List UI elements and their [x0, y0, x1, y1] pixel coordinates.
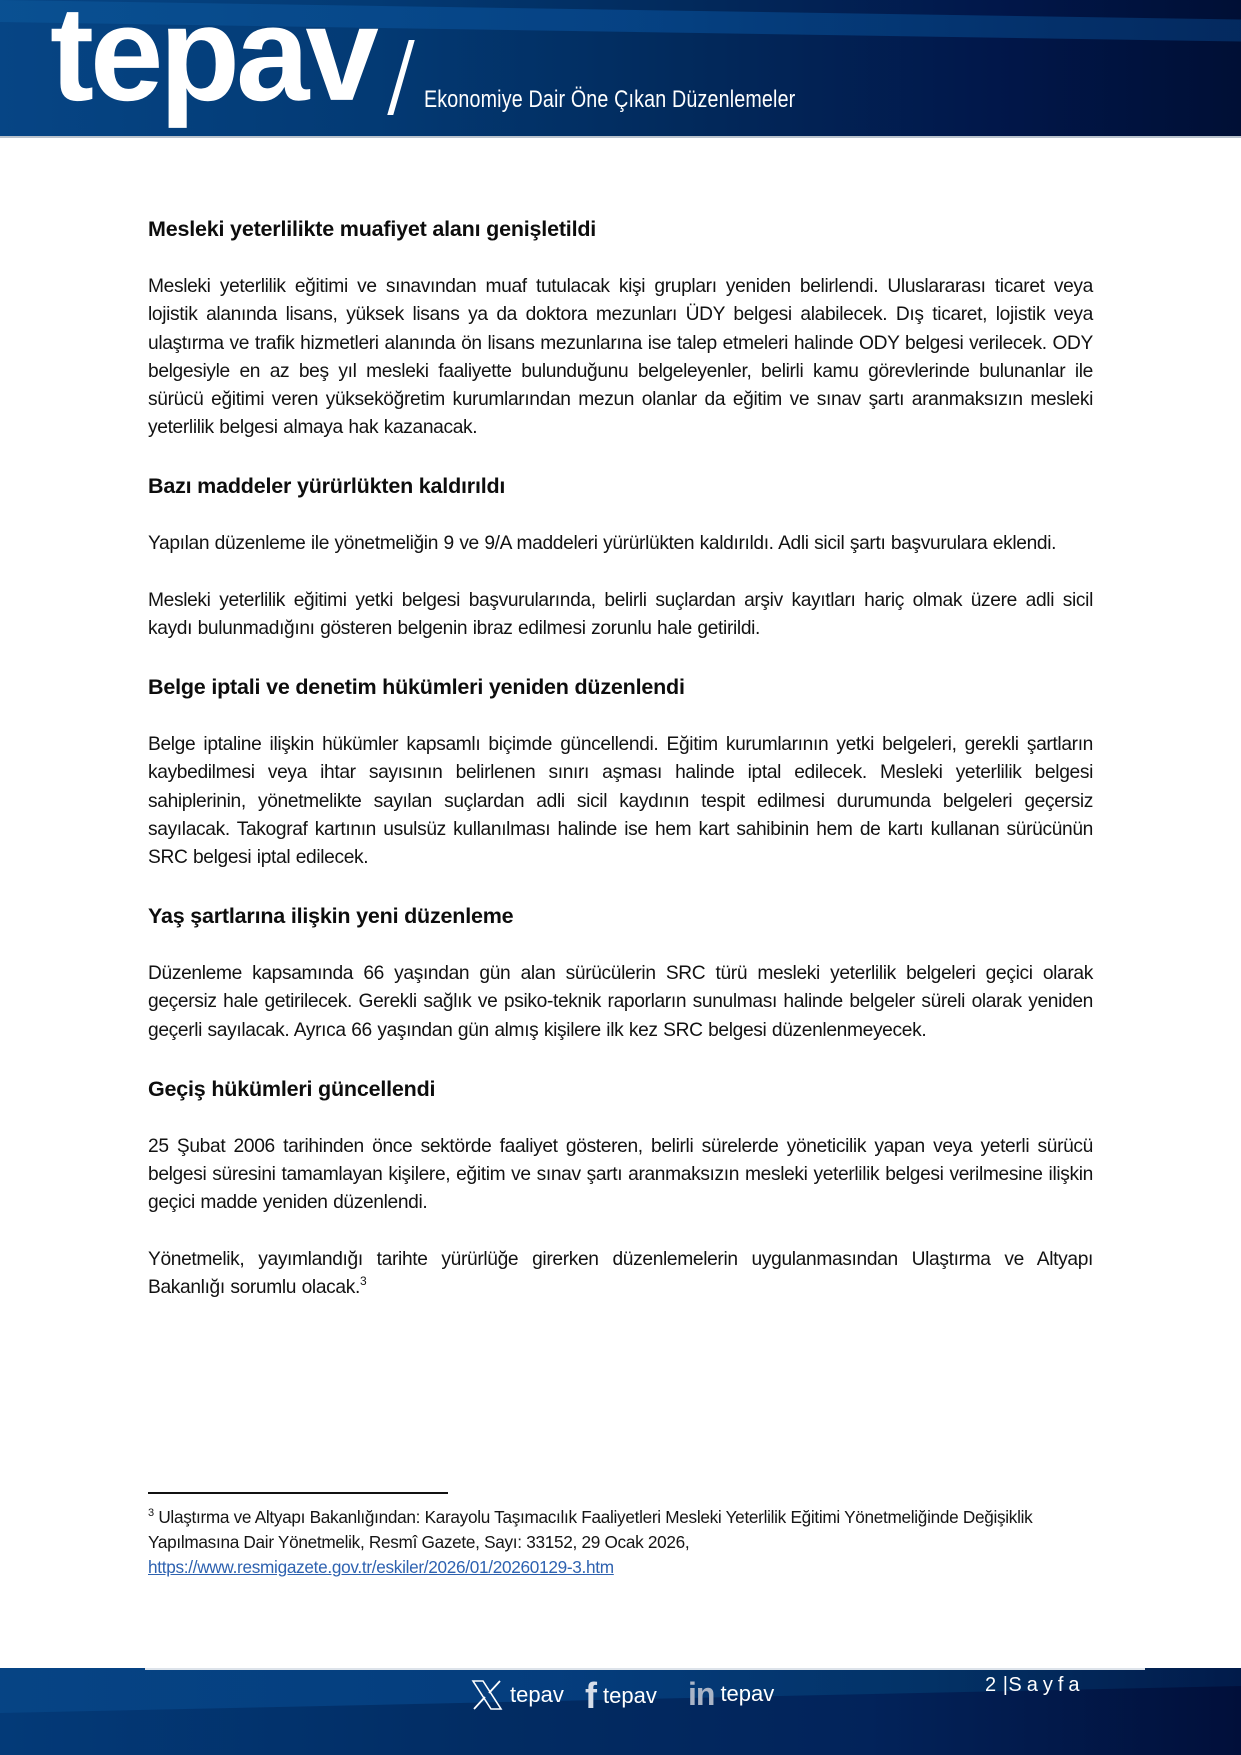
footnote-text: Ulaştırma ve Altyapı Bakanlığından: Karayolu Taşımacılık Faaliyetleri Mesleki Yeterlilik Eğitimi Yönetmeliğinde Değişiklik Yapılmasına Dair Yönetmelik, Resmî Gazete, Sayı: 33152, 29 Ocak 2026,	[148, 1507, 1033, 1552]
section-heading: Mesleki yeterlilikte muafiyet alanı genişletildi	[148, 217, 597, 241]
section-paragraph: 25 Şubat 2006 tarihinden önce sektörde faaliyet gösteren, belirli sürelerde yöneticilik yapan veya yeterli sürücü belgesi süresini tamamlayan kişilere, eğitim ve sınav şartı aranmaksızın mesleki yeterlilik belgesi verilmesine ilişkin geçici madde yeniden düzenlendi.	[148, 1135, 1093, 1214]
section-transition-provisions	[148, 1074, 1093, 1303]
social-x-link[interactable]	[470, 1678, 564, 1712]
linkedin-icon: in	[688, 1676, 715, 1712]
header-tagline: Ekonomiye Dair Öne Çıkan Düzenlemeler	[424, 86, 796, 113]
section-certificate-cancellation	[148, 672, 1093, 872]
page-number-value: 2	[985, 1674, 997, 1696]
section-repealed-articles	[148, 471, 1093, 643]
section-paragraph	[148, 1246, 1093, 1303]
section-heading: Bazı maddeler yürürlükten kaldırıldı	[148, 474, 506, 499]
footnote	[148, 1505, 1093, 1580]
social-label: tepav	[720, 1681, 775, 1706]
header-banner	[0, 0, 1241, 138]
section-heading: Yaş şartlarına ilişkin yeni düzenleme	[148, 904, 514, 929]
social-facebook-link[interactable]	[585, 1675, 657, 1716]
paragraph-text: Yönetmelik, yayımlandığı tarihte yürürlüğe girerken düzenlemelerin uygulanmasından Ulaştırma ve Altyapı Bakanlığı sorumlu olacak.	[148, 1248, 1093, 1299]
document-body	[148, 214, 1093, 1331]
social-linkedin-link[interactable]	[688, 1678, 774, 1710]
page-word: Sayfa	[1008, 1674, 1085, 1696]
section-paragraph: Düzenleme kapsamında 66 yaşından gün alan sürücülerin SRC türü mesleki yeterlilik belgeleri geçici olarak geçersiz hale getirilecek. Gerekli sağlık ve psiko-teknik raporların sunulması halinde belgeler süreli olarak yeniden geçerli sayılacak. Ayrıca 66 yaşından gün almış kişilere ilk kez SRC belgesi düzenlenmeyecek.	[148, 963, 1093, 1041]
logo-slash	[387, 40, 415, 115]
page-number	[985, 1674, 1085, 1697]
footer-divider	[145, 1668, 1145, 1670]
section-heading: Belge iptali ve denetim hükümleri yeniden düzenlendi	[148, 675, 685, 700]
section-age-requirements	[148, 901, 1093, 1045]
footnote-reference[interactable]: 3	[359, 1274, 367, 1289]
footnote-link[interactable]: https://www.resmigazete.gov.tr/eskiler/2026/01/20260129-3.htm	[148, 1557, 614, 1577]
section-paragraph: Belge iptaline ilişkin hükümler kapsamlı biçimde güncellendi. Eğitim kurumlarının yetki belgeleri, gerekli şartların kaybedilmesi veya ihtar sayısının belirlenen sınırı aşması halinde iptal edilecek. Mesleki yeterlilik belgesi sahiplerinin, yönetmelikte sayılan suçlardan adli sicil kaydının tespit edilmesi durumunda belgeleri geçersiz sayılacak. Takograf kartının usulsüz kullanılması halinde ise hem kart sahibinin hem de kartı kullanan sürücünün SRC belgesi iptal edilecek.	[148, 734, 1093, 869]
facebook-icon: f	[585, 1675, 597, 1716]
social-label: tepav	[603, 1683, 657, 1708]
x-icon	[470, 1678, 504, 1712]
section-heading: Geçiş hükümleri güncellendi	[148, 1076, 436, 1101]
header-divider	[0, 136, 1241, 138]
section-paragraph: Mesleki yeterlilik eğitimi yetki belgesi başvurularında, belirli suçlardan arşiv kayıtları hariç olmak üzere adli sicil kaydı bulunmadığını gösteren belgenin ibraz edilmesi zorunlu hale getirildi.	[148, 590, 1093, 640]
tepav-logo: tepav	[50, 0, 375, 129]
section-paragraph: Mesleki yeterlilik eğitimi ve sınavından muaf tutulacak kişi grupları yeniden belirlendi. Uluslararası ticaret veya lojistik alanında lisans, yüksek lisans ya da doktora mezunları ÜDY belgesi alabilecek. Dış ticaret, lojistik veya ulaştırma ve trafik hizmetleri alanında ön lisans mezunlarına ise talep etmeleri halinde ODY belgesi verilecek. ODY belgesiyle en az beş yıl mesleki faaliyette bulunduğunu belgeleyenler, belirli kamu görevlerinde bulunanlar ile sürücü eğitimi veren yükseköğretim kurumlarından mezun olanlar da eğitim ve sınav şartı aranmaksızın mesleki yeterlilik belgesi almaya hak kazanacak.	[148, 276, 1093, 439]
footnote-number: 3	[148, 1507, 154, 1519]
footer-banner	[0, 1668, 1241, 1755]
page-separator: |	[1002, 1674, 1009, 1696]
social-label: tepav	[510, 1682, 564, 1707]
section-exemption	[148, 214, 1093, 443]
footnote-separator	[148, 1492, 448, 1494]
section-paragraph: Yapılan düzenleme ile yönetmeliğin 9 ve 9/A maddeleri yürürlükten kaldırıldı. Adli sicil şartı başvurulara eklendi.	[148, 533, 1057, 555]
